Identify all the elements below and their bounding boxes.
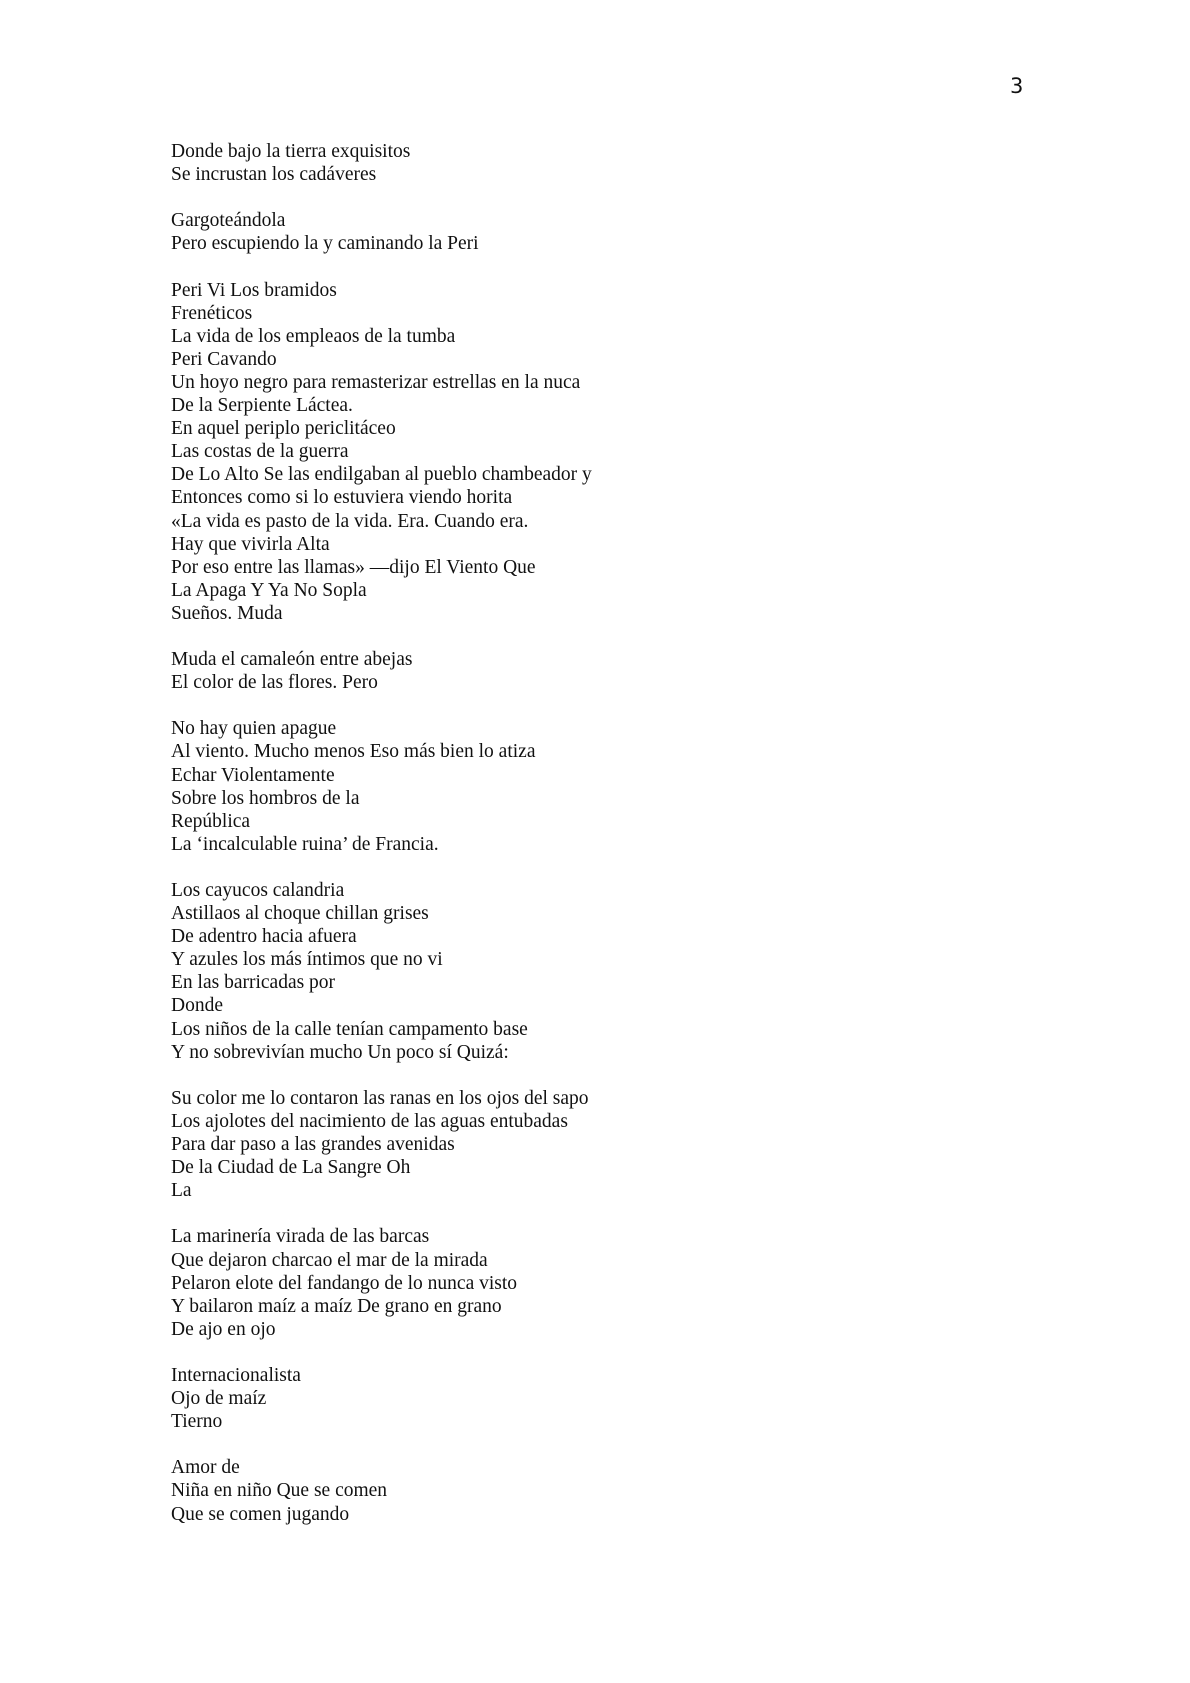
poem-body	[171, 140, 1071, 1549]
poem-line: La vida de los empleaos de la tumba	[171, 325, 456, 347]
poem-line: Las costas de la guerra	[171, 441, 349, 463]
page-number: 3	[1010, 74, 1024, 98]
poem-line: Tierno	[171, 1411, 223, 1433]
poem-line: República	[171, 810, 251, 832]
poem-line: Los ajolotes del nacimiento de las aguas entubadas	[171, 1110, 568, 1132]
poem-line: Los niños de la calle tenían campamento base	[171, 1018, 528, 1040]
poem-line: Peri Vi Los bramidos	[171, 279, 337, 301]
poem-line: Ojo de maíz	[171, 1388, 267, 1410]
poem-line: Internacionalista	[171, 1364, 301, 1386]
poem-line: Muda el camaleón entre abejas	[171, 649, 413, 671]
poem-line: Amor de	[171, 1457, 240, 1479]
stanza	[171, 648, 1071, 694]
poem-line: Y azules los más íntimos que no vi	[171, 949, 443, 971]
stanza	[171, 1087, 1071, 1202]
poem-line: Al viento. Mucho menos Eso más bien lo atiza	[171, 741, 536, 763]
poem-line: De la Ciudad de La Sangre Oh	[171, 1157, 411, 1179]
poem-line: La Apaga Y Ya No Sopla	[171, 579, 367, 601]
poem-line: Sobre los hombros de la	[171, 787, 360, 809]
poem-line: Y bailaron maíz a maíz De grano en grano	[171, 1295, 502, 1317]
stanza	[171, 140, 1071, 186]
poem-line: Que se comen jugando	[171, 1503, 350, 1525]
stanza	[171, 209, 1071, 255]
poem-line: Por eso entre las llamas» —dijo El Viento Que	[171, 556, 536, 578]
poem-line: No hay quien apague	[171, 718, 337, 740]
poem-line: Entonces como si lo estuviera viendo horita	[171, 487, 513, 509]
stanza	[171, 717, 1071, 856]
poem-line: Niña en niño Que se comen	[171, 1480, 388, 1502]
poem-line: De la Serpiente Láctea.	[171, 395, 353, 417]
poem-line: Frenéticos	[171, 302, 253, 324]
poem-line: Para dar paso a las grandes avenidas	[171, 1134, 455, 1156]
stanza	[171, 1456, 1071, 1525]
poem-line: Peri Cavando	[171, 348, 277, 370]
poem-line: Hay que vivirla Alta	[171, 533, 330, 555]
poem-line: Que dejaron charcao el mar de la mirada	[171, 1249, 488, 1271]
poem-line: De adentro hacia afuera	[171, 926, 357, 948]
poem-line: Pero escupiendo la y caminando la Peri	[171, 233, 479, 255]
poem-line: En aquel periplo periclitáceo	[171, 418, 396, 440]
stanza	[171, 1225, 1071, 1340]
poem-line: Astillaos al choque chillan grises	[171, 903, 429, 925]
poem-line: Pelaron elote del fandango de lo nunca visto	[171, 1272, 518, 1294]
poem-line: La	[171, 1180, 192, 1202]
stanza	[171, 1364, 1071, 1433]
poem-line: Su color me lo contaron las ranas en los ojos del sapo	[171, 1087, 589, 1109]
poem-line: Los cayucos calandria	[171, 880, 345, 901]
poem-line: Y no sobrevivían mucho Un poco sí Quizá:	[171, 1041, 509, 1063]
poem-line: Donde bajo la tierra exquisitos	[171, 141, 411, 162]
poem-line: Se incrustan los cadáveres	[171, 164, 377, 186]
poem-line: De Lo Alto Se las endilgaban al pueblo chambeador y	[171, 464, 592, 486]
poem-line: Echar Violentamente	[171, 764, 335, 786]
poem-line: La marinería virada de las barcas	[171, 1226, 430, 1248]
poem-line: Sueños. Muda	[171, 602, 283, 624]
poem-line: En las barricadas por	[171, 972, 336, 994]
poem-line: El color de las flores. Pero	[171, 672, 378, 694]
poem-line: «La vida es pasto de la vida. Era. Cuando era.	[171, 510, 529, 532]
poem-line: La ‘incalculable ruina’ de Francia.	[171, 833, 439, 855]
poem-line: Donde	[171, 995, 223, 1017]
stanza	[171, 879, 1071, 1064]
stanza	[171, 279, 1071, 625]
poem-line: Gargoteándola	[171, 210, 286, 232]
poem-line: De ajo en ojo	[171, 1318, 276, 1340]
poem-line: Un hoyo negro para remasterizar estrellas en la nuca	[171, 371, 581, 393]
